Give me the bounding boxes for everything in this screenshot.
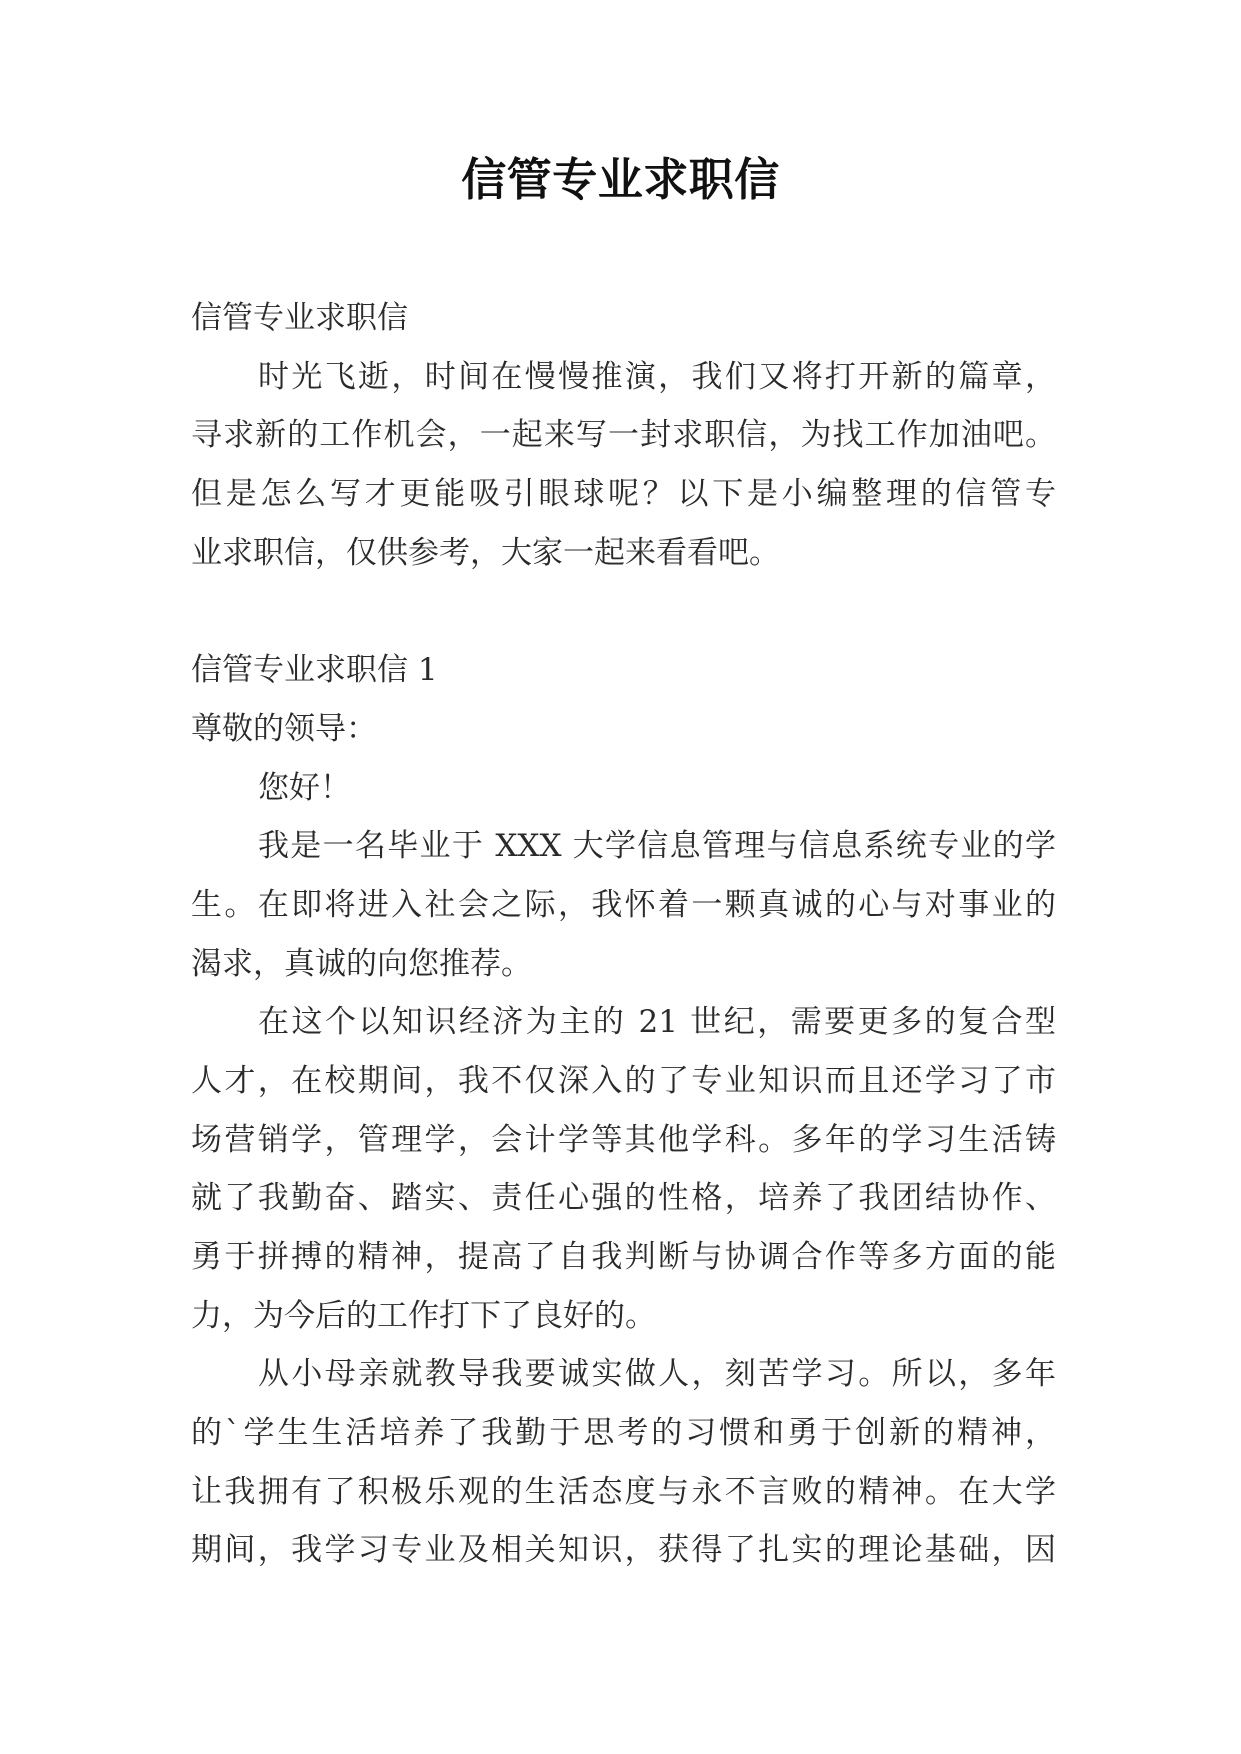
paragraph-line: 让我拥有了积极乐观的生活态度与永不言败的精神。在大学 [191, 1473, 1056, 1510]
section-heading: 信管专业求职信 [191, 300, 408, 336]
letter-greeting: 您好！ [258, 769, 351, 806]
letter-paragraph [191, 817, 1056, 993]
paragraph-line: 业求职信，仅供参考，大家一起来看看吧。 [191, 534, 780, 571]
paragraph-line: 的`学生生活培养了我勤于思考的习惯和勇于创新的精神， [191, 1415, 1056, 1452]
paragraph-line: 在这个以知识经济为主的 21 世纪，需要更多的复合型 [258, 1004, 1056, 1041]
paragraph-line: 场营销学，管理学，会计学等其他学科。多年的学习生活铸 [191, 1121, 1056, 1158]
intro-paragraph [191, 348, 1056, 583]
letter-paragraph [191, 1345, 1056, 1580]
paragraph-line: 但是怎么写才更能吸引眼球呢？以下是小编整理的信管专 [191, 476, 1056, 513]
paragraph-line: 渴求，真诚的向您推荐。 [191, 945, 532, 982]
document-title: 信管专业求职信 [461, 153, 780, 206]
paragraph-line: 我是一名毕业于 XXX 大学信息管理与信息系统专业的学 [258, 828, 1056, 865]
letter-salutation: 尊敬的领导： [191, 710, 377, 747]
letter-title: 信管专业求职信 1 [191, 652, 438, 689]
paragraph-line: 人才，在校期间，我不仅深入的了专业知识而且还学习了市 [191, 1062, 1056, 1099]
paragraph-line: 力，为今后的工作打下了良好的。 [191, 1297, 656, 1334]
letter-paragraph [191, 993, 1056, 1345]
paragraph-line: 时光飞逝，时间在慢慢推演，我们又将打开新的篇章， [258, 358, 1056, 395]
document-body [191, 289, 1056, 1580]
paragraph-line: 就了我勤奋、踏实、责任心强的性格，培养了我团结协作、 [191, 1180, 1056, 1217]
paragraph-line: 勇于拼搏的精神，提高了自我判断与协调合作等多方面的能 [191, 1239, 1056, 1275]
paragraph-line: 生。在即将进入社会之际，我怀着一颗真诚的心与对事业的 [191, 886, 1056, 923]
paragraph-line: 寻求新的工作机会，一起来写一封求职信，为找工作加油吧。 [191, 417, 1056, 454]
paragraph-line: 期间，我学习专业及相关知识，获得了扎实的理论基础，因 [191, 1532, 1056, 1569]
paragraph-line: 从小母亲就教导我要诚实做人，刻苦学习。所以，多年 [258, 1356, 1056, 1393]
